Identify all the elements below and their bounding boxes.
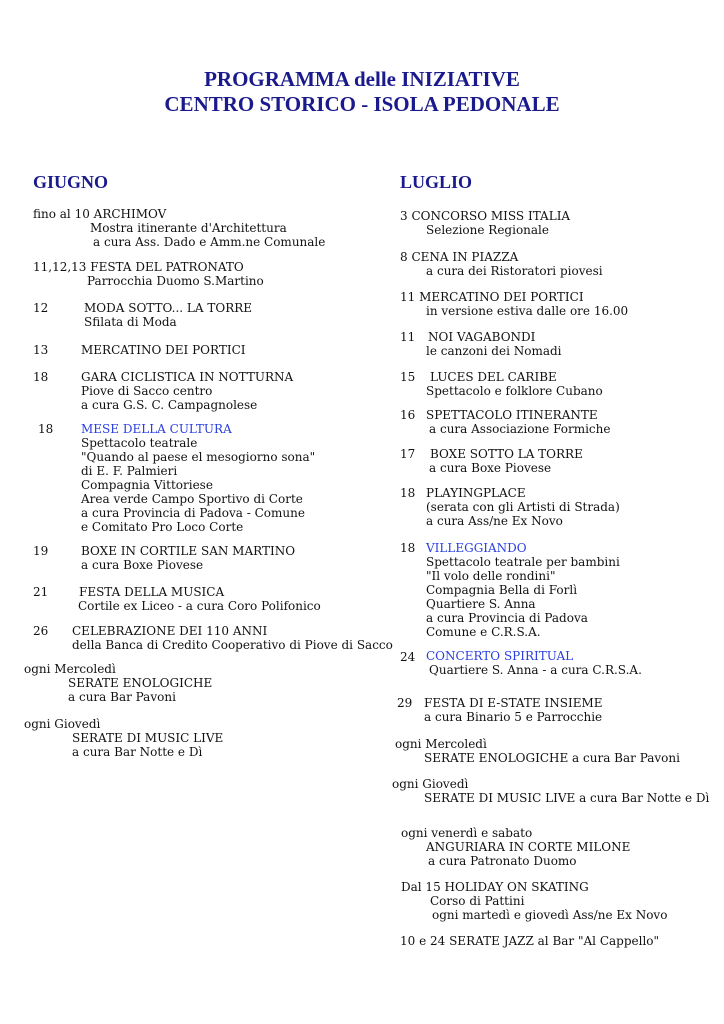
- event-line: Corso di Pattini: [430, 894, 525, 908]
- giugno-heading: GIUGNO: [33, 172, 109, 192]
- event-line: Mostra itinerante d'Architettura: [90, 221, 287, 235]
- event-line: CELEBRAZIONE DEI 110 ANNI: [72, 624, 268, 638]
- event-line: 11 MERCATINO DEI PORTICI: [400, 290, 584, 304]
- event-date: ogni venerdì e sabato: [401, 826, 533, 840]
- event-line: Quartiere S. Anna: [426, 597, 536, 611]
- event-line: della Banca di Credito Cooperativo di Piove di Sacco: [72, 638, 393, 652]
- event-line: Compagnia Vittoriese: [81, 478, 213, 492]
- event-line: Cortile ex Liceo - a cura Coro Polifonico: [78, 599, 321, 613]
- event-line: LUCES DEL CARIBE: [430, 370, 557, 384]
- event-line: BOXE IN CORTILE SAN MARTINO: [81, 544, 296, 558]
- event-line: Sfilata di Moda: [84, 315, 177, 329]
- event-line: fino al 10 ARCHIMOV: [33, 207, 167, 221]
- event-date: 13: [33, 343, 49, 357]
- event-line: 3 CONCORSO MISS ITALIA: [400, 209, 571, 223]
- event-line: SPETTACOLO ITINERANTE: [426, 408, 598, 422]
- event-date: 11: [400, 330, 416, 344]
- event-line: 10 e 24 SERATE JAZZ al Bar "Al Cappello": [400, 934, 660, 948]
- event-line: MODA SOTTO... LA TORRE: [84, 301, 253, 315]
- event-date: 18: [400, 486, 416, 500]
- event-line: Piove di Sacco centro: [81, 384, 213, 398]
- event-line: MERCATINO DEI PORTICI: [81, 343, 246, 357]
- event-date: 18: [38, 422, 54, 436]
- event-line: a cura Bar Notte e Dì: [72, 745, 203, 759]
- event-date: 18: [33, 370, 49, 384]
- event-line: le canzoni dei Nomadi: [426, 344, 562, 358]
- event-line: a cura dei Ristoratori piovesi: [426, 264, 603, 278]
- event-line: a cura Binario 5 e Parrocchie: [424, 710, 603, 724]
- event-line: "Quando al paese el mesogiorno sona": [81, 450, 316, 464]
- event-line: a cura Ass/ne Ex Novo: [426, 514, 563, 528]
- event-date: 17: [400, 447, 416, 461]
- event-date: 12: [33, 301, 49, 315]
- event-date: ogni Giovedì: [24, 717, 101, 731]
- event-date: ogni Giovedì: [392, 777, 469, 791]
- event-line: Spettacolo e folklore Cubano: [426, 384, 603, 398]
- event-line: ogni martedì e giovedì Ass/ne Ex Novo: [432, 908, 668, 922]
- luglio-heading: LUGLIO: [400, 172, 473, 192]
- event-line: SERATE DI MUSIC LIVE a cura Bar Notte e Dì: [424, 791, 710, 805]
- event-line: BOXE SOTTO LA TORRE: [430, 447, 583, 461]
- event-date: 18: [400, 541, 416, 555]
- event-line: Spettacolo teatrale: [81, 436, 198, 450]
- event-line: PLAYINGPLACE: [426, 486, 526, 500]
- event-line: FESTA DI E-STATE INSIEME: [424, 696, 603, 710]
- page-title: PROGRAMMA delle INIZIATIVE: [204, 67, 520, 91]
- event-line: (serata con gli Artisti di Strada): [426, 500, 620, 514]
- event-line: a cura Bar Pavoni: [68, 690, 176, 704]
- event-line: Spettacolo teatrale per bambini: [426, 555, 620, 569]
- event-line: SERATE DI MUSIC LIVE: [72, 731, 224, 745]
- page-subtitle: CENTRO STORICO - ISOLA PEDONALE: [164, 92, 560, 116]
- event-line: Comune e C.R.S.A.: [426, 625, 541, 639]
- event-line: a cura Boxe Piovese: [429, 461, 552, 475]
- event-date: 26: [33, 624, 49, 638]
- event-line: Area verde Campo Sportivo di Corte: [81, 492, 303, 506]
- event-line: GARA CICLISTICA IN NOTTURNA: [81, 370, 294, 384]
- event-line: Quartiere S. Anna - a cura C.R.S.A.: [429, 663, 642, 677]
- event-date: 24: [400, 650, 416, 664]
- event-line: Dal 15 HOLIDAY ON SKATING: [401, 880, 589, 894]
- event-line: Parrocchia Duomo S.Martino: [87, 274, 264, 288]
- event-line: a cura Boxe Piovese: [81, 558, 204, 572]
- event-line: Compagnia Bella di Forlì: [426, 583, 578, 597]
- event-date: 29: [397, 696, 413, 710]
- event-date: ogni Mercoledì: [24, 662, 116, 676]
- event-line: a cura Provincia di Padova - Comune: [81, 506, 305, 520]
- event-line: a cura Associazione Formiche: [429, 422, 611, 436]
- event-line: SERATE ENOLOGICHE a cura Bar Pavoni: [424, 751, 680, 765]
- event-title-highlight: MESE DELLA CULTURA: [81, 422, 232, 436]
- event-line: a cura Ass. Dado e Amm.ne Comunale: [93, 235, 326, 249]
- event-line: a cura Patronato Duomo: [428, 854, 577, 868]
- event-date: ogni Mercoledì: [395, 737, 487, 751]
- event-line: e Comitato Pro Loco Corte: [81, 520, 244, 534]
- event-line: ANGURIARA IN CORTE MILONE: [426, 840, 631, 854]
- event-line: a cura G.S. C. Campagnolese: [81, 398, 258, 412]
- event-line: NOI VAGABONDI: [428, 330, 536, 344]
- event-title-highlight: CONCERTO SPIRITUAL: [426, 649, 574, 663]
- event-date: 21: [33, 585, 49, 599]
- event-line: a cura Provincia di Padova: [426, 611, 588, 625]
- event-line: FESTA DELLA MUSICA: [79, 585, 225, 599]
- event-line: Selezione Regionale: [426, 223, 549, 237]
- event-line: 11,12,13 FESTA DEL PATRONATO: [33, 260, 244, 274]
- event-line: "Il volo delle rondini": [426, 569, 556, 583]
- event-date: 16: [400, 408, 416, 422]
- event-line: di E. F. Palmieri: [81, 464, 178, 478]
- event-line: in versione estiva dalle ore 16.00: [426, 304, 629, 318]
- event-date: 15: [400, 370, 416, 384]
- event-line: 8 CENA IN PIAZZA: [400, 250, 519, 264]
- event-line: SERATE ENOLOGICHE: [68, 676, 213, 690]
- event-title-highlight: VILLEGGIANDO: [426, 541, 527, 555]
- event-date: 19: [33, 544, 49, 558]
